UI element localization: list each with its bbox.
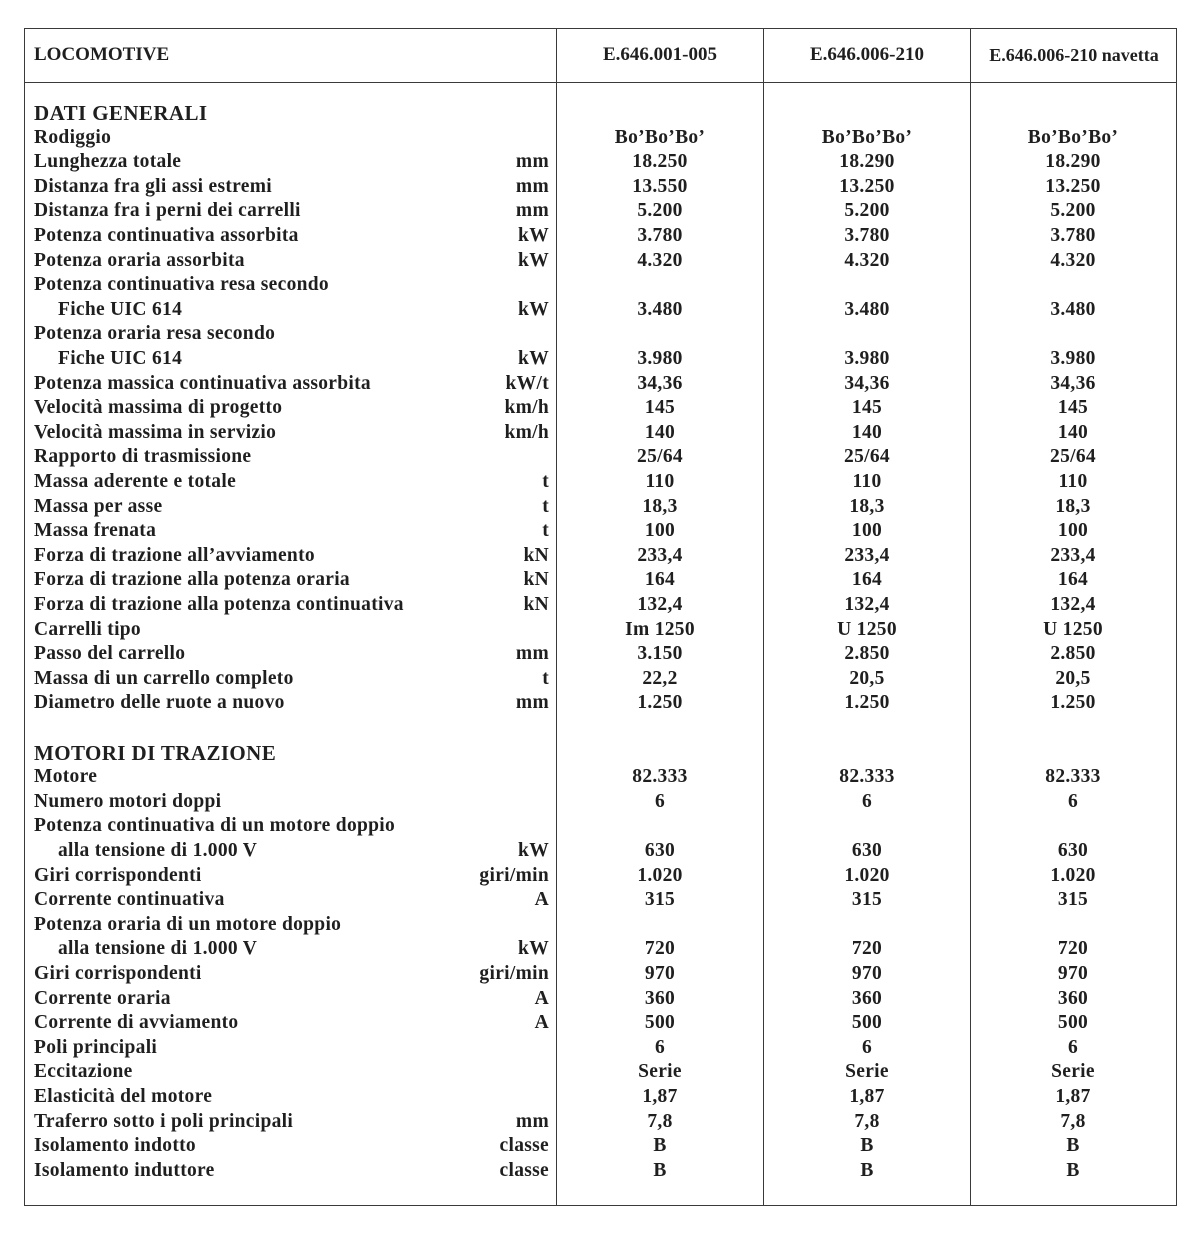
row-value-col-3: 2.850 — [1050, 643, 1096, 665]
table-row — [0, 249, 1200, 274]
row-value-col-1: 4.320 — [637, 249, 683, 271]
row-value-col-3: B — [1066, 1159, 1080, 1181]
row-value-col-2: 970 — [851, 963, 883, 984]
row-unit: kN — [523, 544, 549, 566]
table-row — [0, 839, 1200, 864]
row-value-col-2: 2.850 — [844, 643, 890, 665]
row-value-col-1: 3.980 — [637, 348, 683, 369]
table-row — [0, 273, 1200, 298]
row-value-col-3: Bo’Bo’Bo’ — [1027, 126, 1119, 148]
row-value-col-1: Serie — [638, 1061, 682, 1083]
row-unit: t — [542, 471, 549, 492]
row-value-col-2: 360 — [851, 987, 883, 1009]
row-value-col-3: 18,3 — [1055, 495, 1091, 517]
table-row — [0, 593, 1200, 618]
row-value-col-2: 1.020 — [844, 864, 890, 886]
row-value-col-2: 145 — [851, 397, 883, 419]
table-row — [0, 421, 1200, 446]
row-value-col-2: 500 — [851, 1012, 883, 1034]
row-unit: A — [534, 1012, 549, 1034]
row-value-col-2: B — [860, 1159, 874, 1181]
row-value-col-2: 164 — [851, 569, 883, 591]
row-label: Fiche UIC 614 — [58, 348, 183, 369]
row-label: Potenza continuativa assorbita — [34, 225, 299, 246]
table-row — [0, 495, 1200, 520]
row-value-col-1: 7,8 — [647, 1110, 673, 1132]
row-value-col-1: 630 — [644, 840, 676, 861]
row-value-col-1: 3.150 — [637, 643, 683, 665]
row-unit: km/h — [504, 397, 549, 419]
row-unit: kW — [518, 225, 549, 246]
row-value-col-1: 100 — [644, 520, 676, 542]
table-row — [0, 470, 1200, 495]
row-unit: A — [534, 889, 549, 911]
row-value-col-1: 140 — [644, 421, 676, 443]
row-label: Potenza continuativa di un motore doppio — [34, 815, 396, 837]
row-label: Elasticità del motore — [34, 1086, 213, 1107]
row-value-col-3: 1.020 — [1050, 864, 1096, 886]
table-row — [0, 1036, 1200, 1061]
row-value-col-2: 7,8 — [854, 1110, 880, 1132]
row-label: alla tensione di 1.000 V — [58, 840, 258, 861]
row-value-col-3: 3.780 — [1050, 225, 1096, 246]
row-value-col-1: 13.550 — [632, 175, 688, 197]
table-row — [0, 1085, 1200, 1110]
row-label: Velocità massima di progetto — [34, 397, 283, 419]
row-label: Lunghezza totale — [34, 151, 182, 173]
row-label: alla tensione di 1.000 V — [58, 938, 258, 960]
row-label: Corrente di avviamento — [34, 1012, 239, 1034]
row-value-col-2: 5.200 — [844, 200, 890, 222]
row-value-col-2: 110 — [852, 471, 882, 492]
table-row — [0, 1110, 1200, 1135]
section-heading: DATI GENERALI — [34, 101, 208, 125]
row-label: Potenza oraria resa secondo — [34, 323, 276, 345]
table-row — [0, 396, 1200, 421]
table-row — [0, 765, 1200, 790]
row-value-col-3: 7,8 — [1060, 1110, 1086, 1132]
table-row — [0, 913, 1200, 938]
table-row — [0, 618, 1200, 643]
table-row — [0, 519, 1200, 544]
row-label: Distanza fra gli assi estremi — [34, 175, 272, 197]
row-value-col-1: 970 — [644, 963, 676, 984]
table-row — [0, 568, 1200, 593]
row-value-col-2: U 1250 — [837, 618, 897, 640]
row-value-col-2: 20,5 — [849, 667, 885, 689]
row-value-col-3: 970 — [1057, 963, 1089, 984]
row-unit: mm — [515, 151, 549, 173]
table-row — [0, 199, 1200, 224]
row-value-col-1: 1,87 — [642, 1086, 678, 1107]
row-value-col-3: 145 — [1057, 397, 1089, 419]
row-value-col-1: 3.780 — [637, 225, 683, 246]
row-unit: kN — [523, 569, 549, 591]
row-value-col-1: 6 — [654, 1036, 666, 1058]
row-unit: mm — [515, 1110, 549, 1132]
table-row — [0, 937, 1200, 962]
row-label: Isolamento indotto — [34, 1135, 196, 1157]
row-value-col-3: 13.250 — [1045, 175, 1101, 197]
table-row — [0, 544, 1200, 569]
row-label: Numero motori doppi — [34, 790, 222, 812]
row-value-col-1: 360 — [644, 987, 676, 1009]
table-row — [0, 790, 1200, 815]
row-value-col-1: Bo’Bo’Bo’ — [614, 126, 706, 148]
table-title: LOCOMOTIVE — [34, 44, 170, 65]
row-value-col-1: 22,2 — [642, 667, 678, 689]
row-value-col-3: 720 — [1057, 938, 1089, 960]
row-value-col-1: 1.250 — [637, 692, 683, 714]
row-label: Massa aderente e totale — [34, 471, 237, 492]
row-unit: kN — [523, 594, 549, 615]
row-value-col-2: 13.250 — [839, 175, 895, 197]
row-label: Corrente continuativa — [34, 889, 225, 911]
row-label: Giri corrispondenti — [34, 963, 202, 984]
row-value-col-2: Bo’Bo’Bo’ — [821, 126, 913, 148]
row-label: Potenza massica continuativa assorbita — [34, 372, 371, 394]
section-heading: MOTORI DI TRAZIONE — [34, 740, 277, 765]
table-row — [0, 987, 1200, 1012]
table-row — [0, 445, 1200, 470]
table-row — [0, 1134, 1200, 1159]
row-value-col-3: 100 — [1057, 520, 1089, 542]
row-value-col-2: 1,87 — [849, 1086, 885, 1107]
row-value-col-1: 1.020 — [637, 864, 683, 886]
row-value-col-3: 140 — [1057, 421, 1089, 443]
table-row — [0, 1159, 1200, 1184]
row-value-col-1: 5.200 — [637, 200, 683, 222]
row-value-col-2: 132,4 — [844, 594, 890, 615]
row-value-col-1: 82.333 — [632, 766, 688, 788]
row-value-col-1: 164 — [644, 569, 676, 591]
row-unit: km/h — [504, 421, 549, 443]
row-unit: kW — [518, 938, 549, 960]
row-unit: giri/min — [479, 864, 549, 886]
row-value-col-1: Im 1250 — [625, 618, 695, 640]
row-label: Passo del carrello — [34, 643, 186, 665]
row-value-col-3: 4.320 — [1050, 249, 1096, 271]
row-value-col-2: 4.320 — [844, 249, 890, 271]
row-label: Diametro delle ruote a nuovo — [34, 692, 285, 714]
row-value-col-3: 3.480 — [1050, 298, 1096, 320]
row-value-col-1: 145 — [644, 397, 676, 419]
row-value-col-3: 6 — [1067, 790, 1079, 812]
table-row — [0, 864, 1200, 889]
row-value-col-1: 6 — [654, 790, 666, 812]
table-row — [0, 322, 1200, 347]
table-row — [0, 1011, 1200, 1036]
row-value-col-2: B — [860, 1135, 874, 1157]
row-value-col-3: Serie — [1051, 1061, 1095, 1083]
row-value-col-1: 18.250 — [632, 151, 688, 173]
row-value-col-1: 500 — [644, 1012, 676, 1034]
row-value-col-2: 34,36 — [844, 372, 890, 394]
row-label: Eccitazione — [34, 1061, 133, 1083]
row-value-col-2: 18,3 — [849, 495, 885, 517]
row-value-col-1: 110 — [645, 471, 675, 492]
row-value-col-3: 5.200 — [1050, 200, 1096, 222]
row-value-col-1: 315 — [644, 889, 676, 911]
row-value-col-3: 233,4 — [1050, 544, 1096, 566]
row-label: Motore — [34, 766, 98, 788]
row-unit: kW/t — [505, 372, 549, 394]
row-unit: mm — [515, 692, 549, 714]
row-value-col-3: 360 — [1057, 987, 1089, 1009]
row-label: Forza di trazione all’avviamento — [34, 544, 315, 566]
row-value-col-3: 18.290 — [1045, 151, 1101, 173]
row-unit: kW — [518, 298, 549, 320]
row-value-col-1: 132,4 — [637, 594, 683, 615]
row-value-col-3: 1,87 — [1055, 1086, 1091, 1107]
row-value-col-2: 3.480 — [844, 298, 890, 320]
column-header-2: E.646.006-210 — [810, 44, 924, 65]
row-label: Potenza oraria assorbita — [34, 249, 245, 271]
row-value-col-1: 3.480 — [637, 298, 683, 320]
row-value-col-2: 82.333 — [839, 766, 895, 788]
row-value-col-3: 3.980 — [1050, 348, 1096, 369]
row-unit: classe — [499, 1159, 549, 1181]
table-row — [0, 347, 1200, 372]
row-value-col-1: B — [653, 1135, 667, 1157]
row-label: Fiche UIC 614 — [58, 298, 183, 320]
row-value-col-2: 6 — [861, 1036, 873, 1058]
row-label: Massa per asse — [34, 495, 163, 517]
section-heading-row — [0, 741, 1200, 766]
row-value-col-3: 82.333 — [1045, 766, 1101, 788]
row-unit: mm — [515, 200, 549, 222]
row-value-col-2: 6 — [861, 790, 873, 812]
row-value-col-2: 630 — [851, 840, 883, 861]
row-label: Rodiggio — [34, 126, 112, 148]
table-row — [0, 814, 1200, 839]
row-value-col-1: 720 — [644, 938, 676, 960]
row-unit: classe — [499, 1135, 549, 1157]
table-row — [0, 691, 1200, 716]
row-value-col-3: 6 — [1067, 1036, 1079, 1058]
header-divider — [24, 82, 1177, 83]
row-label: Corrente oraria — [34, 987, 171, 1009]
row-value-col-2: 140 — [851, 421, 883, 443]
row-label: Carrelli tipo — [34, 618, 141, 640]
row-value-col-3: 164 — [1057, 569, 1089, 591]
row-value-col-2: Serie — [845, 1061, 889, 1083]
row-value-col-2: 18.290 — [839, 151, 895, 173]
row-value-col-3: 34,36 — [1050, 372, 1096, 394]
table-row — [0, 224, 1200, 249]
column-header-1: E.646.001-005 — [603, 44, 717, 65]
row-value-col-2: 233,4 — [844, 544, 890, 566]
table-row — [0, 888, 1200, 913]
row-label: Isolamento induttore — [34, 1159, 215, 1181]
row-label: Forza di trazione alla potenza oraria — [34, 569, 350, 591]
section-heading-row — [0, 101, 1200, 126]
row-unit: t — [542, 667, 549, 689]
row-label: Distanza fra i perni dei carrelli — [34, 200, 301, 222]
row-value-col-1: 18,3 — [642, 495, 678, 517]
row-value-col-2: 100 — [851, 520, 883, 542]
row-value-col-3: 132,4 — [1050, 594, 1096, 615]
row-label: Potenza oraria di un motore doppio — [34, 913, 342, 935]
row-unit: kW — [518, 249, 549, 271]
row-unit: t — [542, 495, 549, 517]
table-row — [0, 642, 1200, 667]
row-label: Forza di trazione alla potenza continuativa — [34, 594, 404, 615]
row-value-col-2: 25/64 — [844, 446, 890, 468]
table-row — [0, 667, 1200, 692]
row-value-col-3: B — [1066, 1135, 1080, 1157]
row-value-col-3: 25/64 — [1050, 446, 1096, 468]
row-label: Traferro sotto i poli principali — [34, 1110, 294, 1132]
row-unit: kW — [518, 840, 549, 861]
table-row — [0, 1060, 1200, 1085]
row-unit: mm — [515, 643, 549, 665]
row-value-col-2: 3.980 — [844, 348, 890, 369]
section-spacer — [0, 716, 1200, 741]
row-value-col-3: 1.250 — [1050, 692, 1096, 714]
row-value-col-3: 630 — [1057, 840, 1089, 861]
row-unit: kW — [518, 348, 549, 369]
row-label: Potenza continuativa resa secondo — [34, 274, 329, 296]
row-value-col-3: 315 — [1057, 889, 1089, 911]
table-row — [0, 298, 1200, 323]
row-value-col-2: 1.250 — [844, 692, 890, 714]
row-label: Rapporto di trasmissione — [34, 446, 252, 468]
row-value-col-2: 3.780 — [844, 225, 890, 246]
row-label: Velocità massima in servizio — [34, 421, 277, 443]
row-value-col-3: 20,5 — [1055, 667, 1091, 689]
row-value-col-1: 25/64 — [637, 446, 683, 468]
row-value-col-3: 110 — [1058, 471, 1088, 492]
table-row — [0, 126, 1200, 151]
row-label: Giri corrispondenti — [34, 864, 202, 886]
row-value-col-3: U 1250 — [1043, 618, 1103, 640]
row-unit: t — [542, 520, 549, 542]
row-label: Massa frenata — [34, 520, 157, 542]
table-row — [0, 962, 1200, 987]
row-label: Poli principali — [34, 1036, 158, 1058]
row-label: Massa di un carrello completo — [34, 667, 294, 689]
row-value-col-1: 233,4 — [637, 544, 683, 566]
row-value-col-3: 500 — [1057, 1012, 1089, 1034]
row-unit: giri/min — [479, 963, 549, 984]
column-header-3: E.646.006-210 navetta — [989, 44, 1159, 65]
row-unit: A — [534, 987, 549, 1009]
table-row — [0, 372, 1200, 397]
table-row — [0, 150, 1200, 175]
row-value-col-2: 720 — [851, 938, 883, 960]
row-value-col-2: 315 — [851, 889, 883, 911]
row-value-col-1: B — [653, 1159, 667, 1181]
row-value-col-1: 34,36 — [637, 372, 683, 394]
row-unit: mm — [515, 175, 549, 197]
table-row — [0, 175, 1200, 200]
